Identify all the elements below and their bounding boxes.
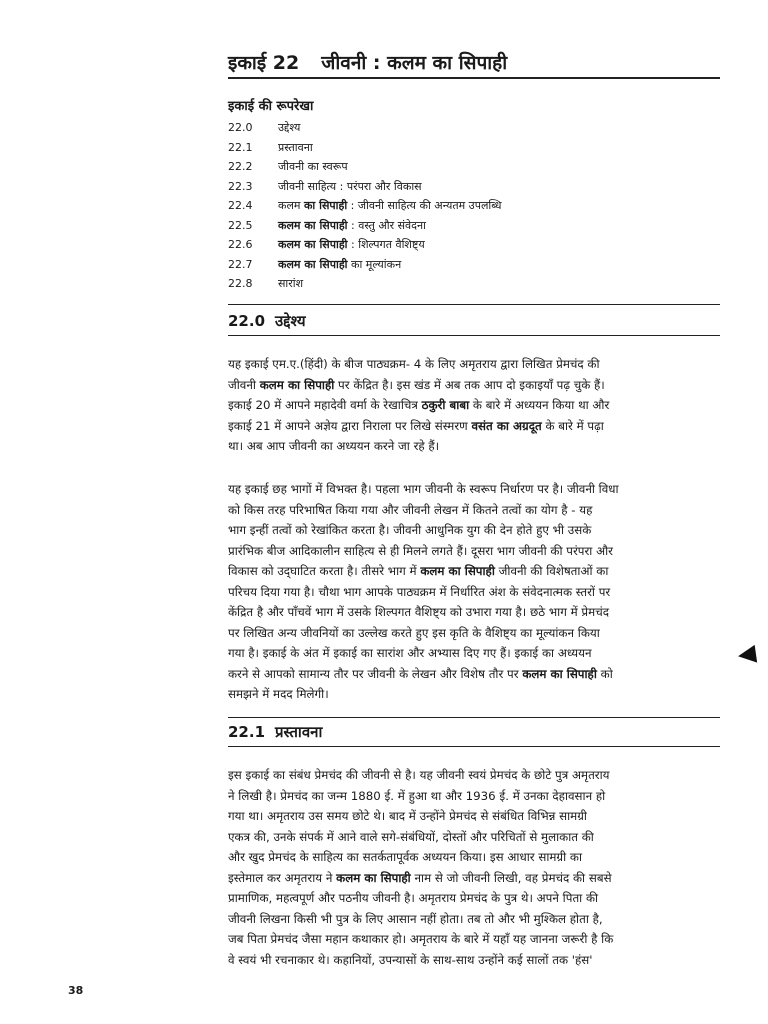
section-heading: 22.1 प्रस्तावना — [228, 723, 323, 741]
paragraph: यह इकाई छह भागों में विभक्त है। पहला भाग जीवनी के स्वरूप निर्धारण पर है। जीवनी विधा को किस तरह परिभाषित किया गया और जीवनी लेखन में कितने तत्वों का योग है - यह भाग इन्हीं तत्वों को रेखांकित करता है। जीवनी आधुनिक युग की देन होते हुए भी उसके प्रारंभिक बीज आदिकालीन साहित्य से ही मिलने लगते हैं। दूसरा भाग जीवनी की परंपरा और विकास को उद्‌घाटित करता है। तीसरे भाग में कलम का सिपाही जीवनी की विशेषताओं का परिचय दिया गया है। चौथा भाग आपके पाठ्यक्रम में निर्धारित अंश के संवेदनात्मक स्तरों पर केंद्रित है और पाँचवें भाग में उसके शिल्पगत वैशिष्ट्य को उभारा गया है। छठे भाग में प्रेमचंद पर लिखित अन्य जीवनियों का उल्लेख करते हुए इस कृति के वैशिष्ट्य का मूल्यांकन किया गया है। इकाई के अंत में इकाई का सारांश और अभ्यास दिए गए हैं। इकाई का अध्ययन करने से आपको सामान्य तौर पर जीवनी के लेखन और विशेष तौर पर कलम का सिपाही को समझने में मदद मिलेगी। — [228, 482, 619, 701]
unit-title — [228, 49, 507, 75]
outline-item: 22.5 कलम का सिपाही : वस्तु और संवेदना — [228, 218, 426, 232]
outline-heading: इकाई की रूपरेखा — [228, 99, 314, 114]
unit-name: जीवनी : कलम का सिपाही — [321, 52, 508, 74]
unit-number: इकाई 22 — [228, 52, 300, 74]
outline-item: 22.0 उद्देश्य — [228, 121, 301, 134]
outline-item: 22.3 जीवनी साहित्य : परंपरा और विकास — [228, 179, 422, 193]
section-rule-bottom — [228, 746, 720, 747]
outline-item: 22.2 जीवनी का स्वरूप — [228, 160, 348, 173]
section-rule-top — [228, 717, 720, 718]
header-rule — [228, 77, 720, 79]
outline-item: 22.1 प्रस्तावना — [228, 140, 313, 154]
page-number: 38 — [68, 984, 84, 997]
section-rule-bottom — [228, 335, 720, 336]
section-rule-top — [228, 304, 720, 305]
paragraph: यह इकाई एम.ए.(हिंदी) के बीज पाठ्यक्रम- 4 के लिए अमृतराय द्वारा लिखित प्रेमचंद की जीवनी कलम का सिपाही पर केंद्रित है। इस खंड में अब तक आप दो इकाइयाँ पढ़ चुके हैं। इकाई 20 में आपने महादेवी वर्मा के रेखाचित्र ठकुरी बाबा के बारे में अध्ययन किया था और इकाई 21 में आपने अज्ञेय द्वारा निराला पर लिखे संस्मरण वसंत का अग्रदूत के बारे में पढ़ा था। अब आप जीवनी का अध्ययन करने जा रहे हैं। — [228, 357, 610, 453]
paragraph: इस इकाई का संबंध प्रेमचंद की जीवनी से है। यह जीवनी स्वयं प्रेमचंद के छोटे पुत्र अमृतराय ने लिखी है। प्रेमचंद का जन्म 1880 ई. में हुआ था और 1936 ई. में उनका देहावसान हो गया था। अमृतराय उस समय छोटे थे। बाद में उन्होंने प्रेमचंद से संबंधित विभिन्न सामग्री एकत्र की, उनके संपर्क में आने वाले सगे-संबंधियों, दोस्तों और परिचितों से मुलाकात की और खुद प्रेमचंद के साहित्य का सतर्कतापूर्वक अध्ययन किया। इस आधार सामग्री का इस्तेमाल कर अमृतराय ने कलम का सिपाही नाम से जो जीवनी लिखी, वह प्रेमचंद की सबसे प्रामाणिक, महत्वपूर्ण और पठनीय जीवनी है। अमृतराय प्रेमचंद के पुत्र थे। अपने पिता की जीवनी लिखना किसी भी पुत्र के लिए आसान नहीं होता। तब तो और भी मुश्किल होता है, जब पिता प्रेमचंद जैसा महान कथाकार हो। अमृतराय के बारे में यहाँ यह जानना जरूरी है कि वे स्वयं भी रचनाकार थे। कहानियों, उपन्यासों के साथ-साथ उन्होंने कई सालों तक 'हंस' — [228, 768, 614, 967]
outline-item: 22.6 कलम का सिपाही : शिल्पगत वैशिष्ट्य — [228, 238, 425, 251]
outline-item: 22.8 सारांश — [228, 277, 304, 290]
outline-list — [228, 120, 501, 296]
outline-item: 22.7 कलम का सिपाही का मूल्यांकन — [228, 257, 402, 271]
outline-item: 22.4 कलम का सिपाही : जीवनी साहित्य की अन्यतम उपलब्धि — [228, 199, 502, 212]
margin-arrow-icon — [737, 645, 757, 665]
section-heading: 22.0 उद्देश्य — [228, 312, 306, 330]
